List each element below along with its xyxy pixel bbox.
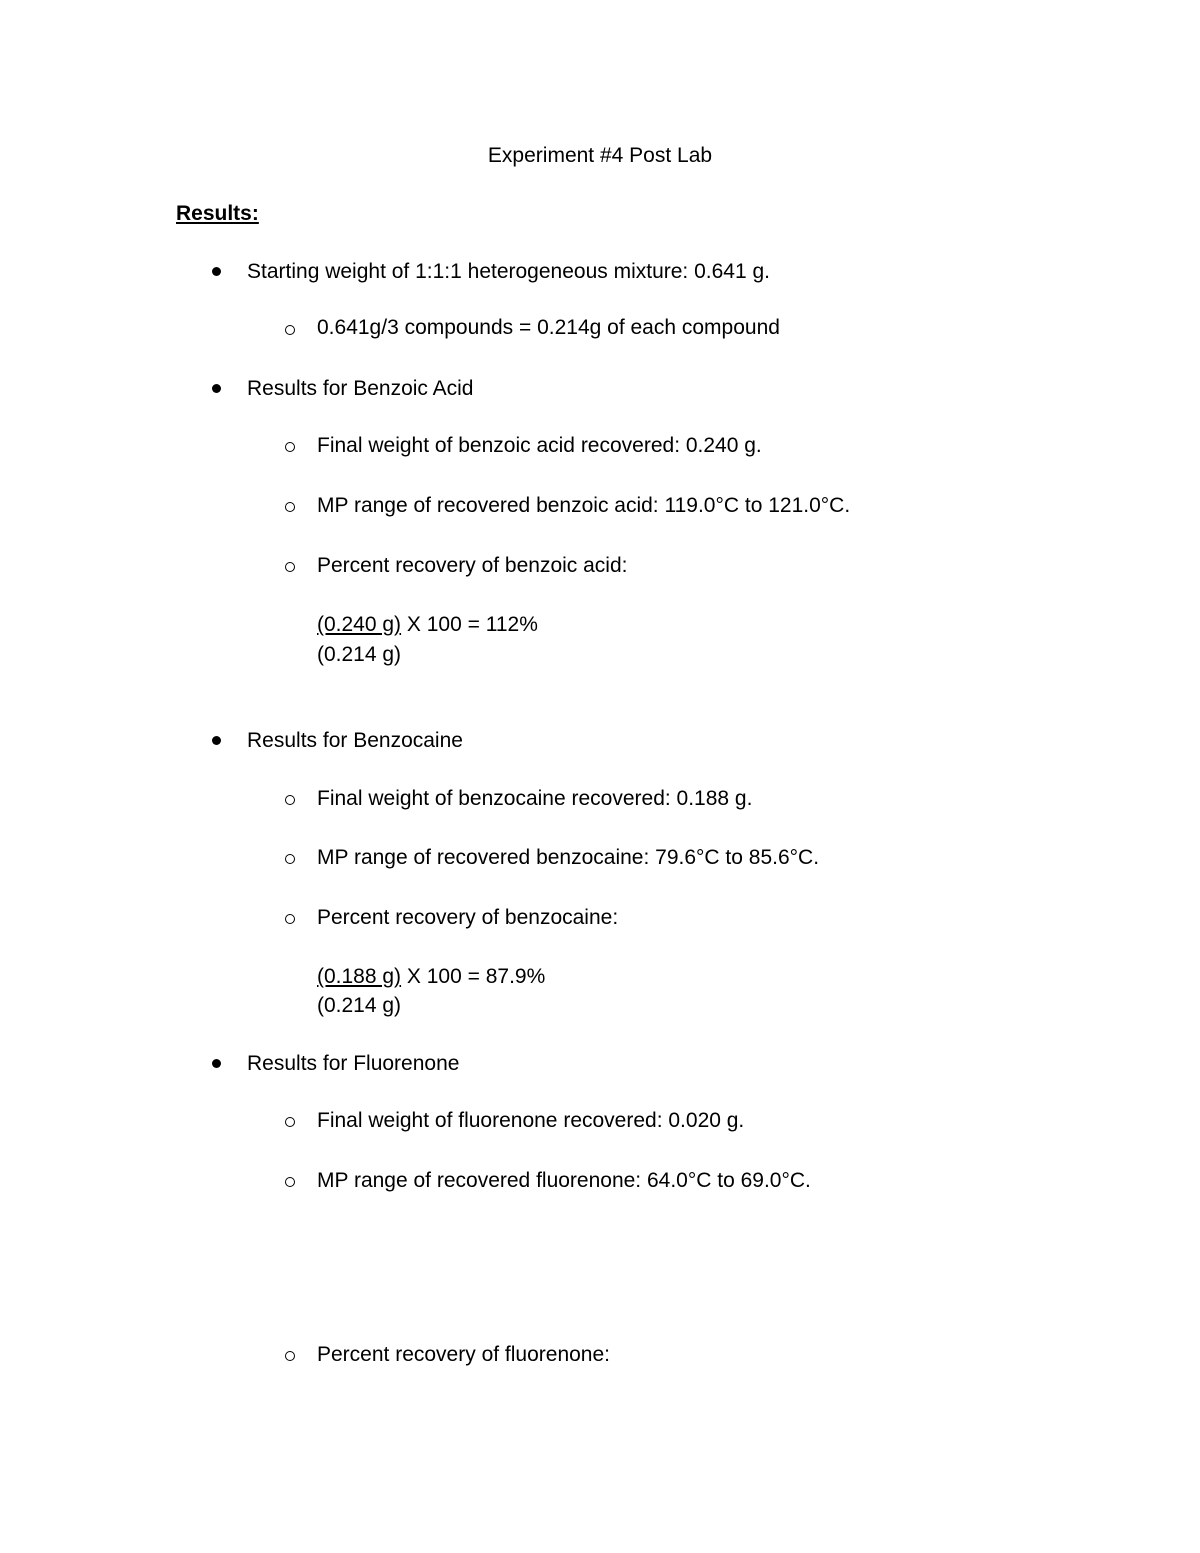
fluorenone-final-weight: Final weight of fluorenone recovered: 0.020 g. [317,1109,745,1132]
benzoic-acid-percent-label: Percent recovery of benzoic acid: [317,554,628,577]
fluorenone-mp-range: MP range of recovered fluorenone: 64.0°C to 69.0°C. [317,1169,811,1192]
circle-bullet-icon [285,1177,295,1187]
benzoic-acid-numerator: (0.240 g) [317,613,402,636]
benzocaine-mp-range: MP range of recovered benzocaine: 79.6°C to 85.6°C. [317,846,820,869]
document-title: Experiment #4 Post Lab [487,144,713,167]
circle-bullet-icon [285,795,295,805]
bullet-icon [212,736,221,745]
benzocaine-heading: Results for Benzocaine [247,729,463,752]
benzoic-acid-denominator: (0.214 g) [317,643,402,666]
circle-bullet-icon [285,562,295,572]
per-compound-item: 0.641g/3 compounds = 0.214g of each compound [317,316,780,339]
benzocaine-percent-label: Percent recovery of benzocaine: [317,906,619,929]
circle-bullet-icon [285,502,295,512]
fluorenone-percent-label: Percent recovery of fluorenone: [317,1343,610,1366]
circle-bullet-icon [285,854,295,864]
benzoic-acid-mp-range: MP range of recovered benzoic acid: 119.0°C to 121.0°C. [317,494,851,517]
results-heading: Results: [176,202,259,225]
circle-bullet-icon [285,442,295,452]
benzoic-acid-equation-rest: X 100 = 112% [401,613,538,636]
circle-bullet-icon [285,914,295,924]
benzocaine-numerator: (0.188 g) [317,965,402,988]
circle-bullet-icon [285,1351,295,1361]
bullet-icon [212,267,221,276]
circle-bullet-icon [285,325,295,335]
bullet-icon [212,1059,221,1068]
benzocaine-final-weight: Final weight of benzocaine recovered: 0.188 g. [317,787,753,810]
benzocaine-denominator: (0.214 g) [317,994,402,1017]
benzocaine-equation [317,963,545,991]
benzocaine-equation-rest: X 100 = 87.9% [401,965,546,988]
starting-weight-item: Starting weight of 1:1:1 heterogeneous mixture: 0.641 g. [247,260,771,283]
benzoic-acid-equation [317,611,538,639]
benzoic-acid-heading: Results for Benzoic Acid [247,377,474,400]
circle-bullet-icon [285,1117,295,1127]
fluorenone-heading: Results for Fluorenone [247,1052,460,1075]
benzoic-acid-final-weight: Final weight of benzoic acid recovered: 0.240 g. [317,434,762,457]
bullet-icon [212,384,221,393]
